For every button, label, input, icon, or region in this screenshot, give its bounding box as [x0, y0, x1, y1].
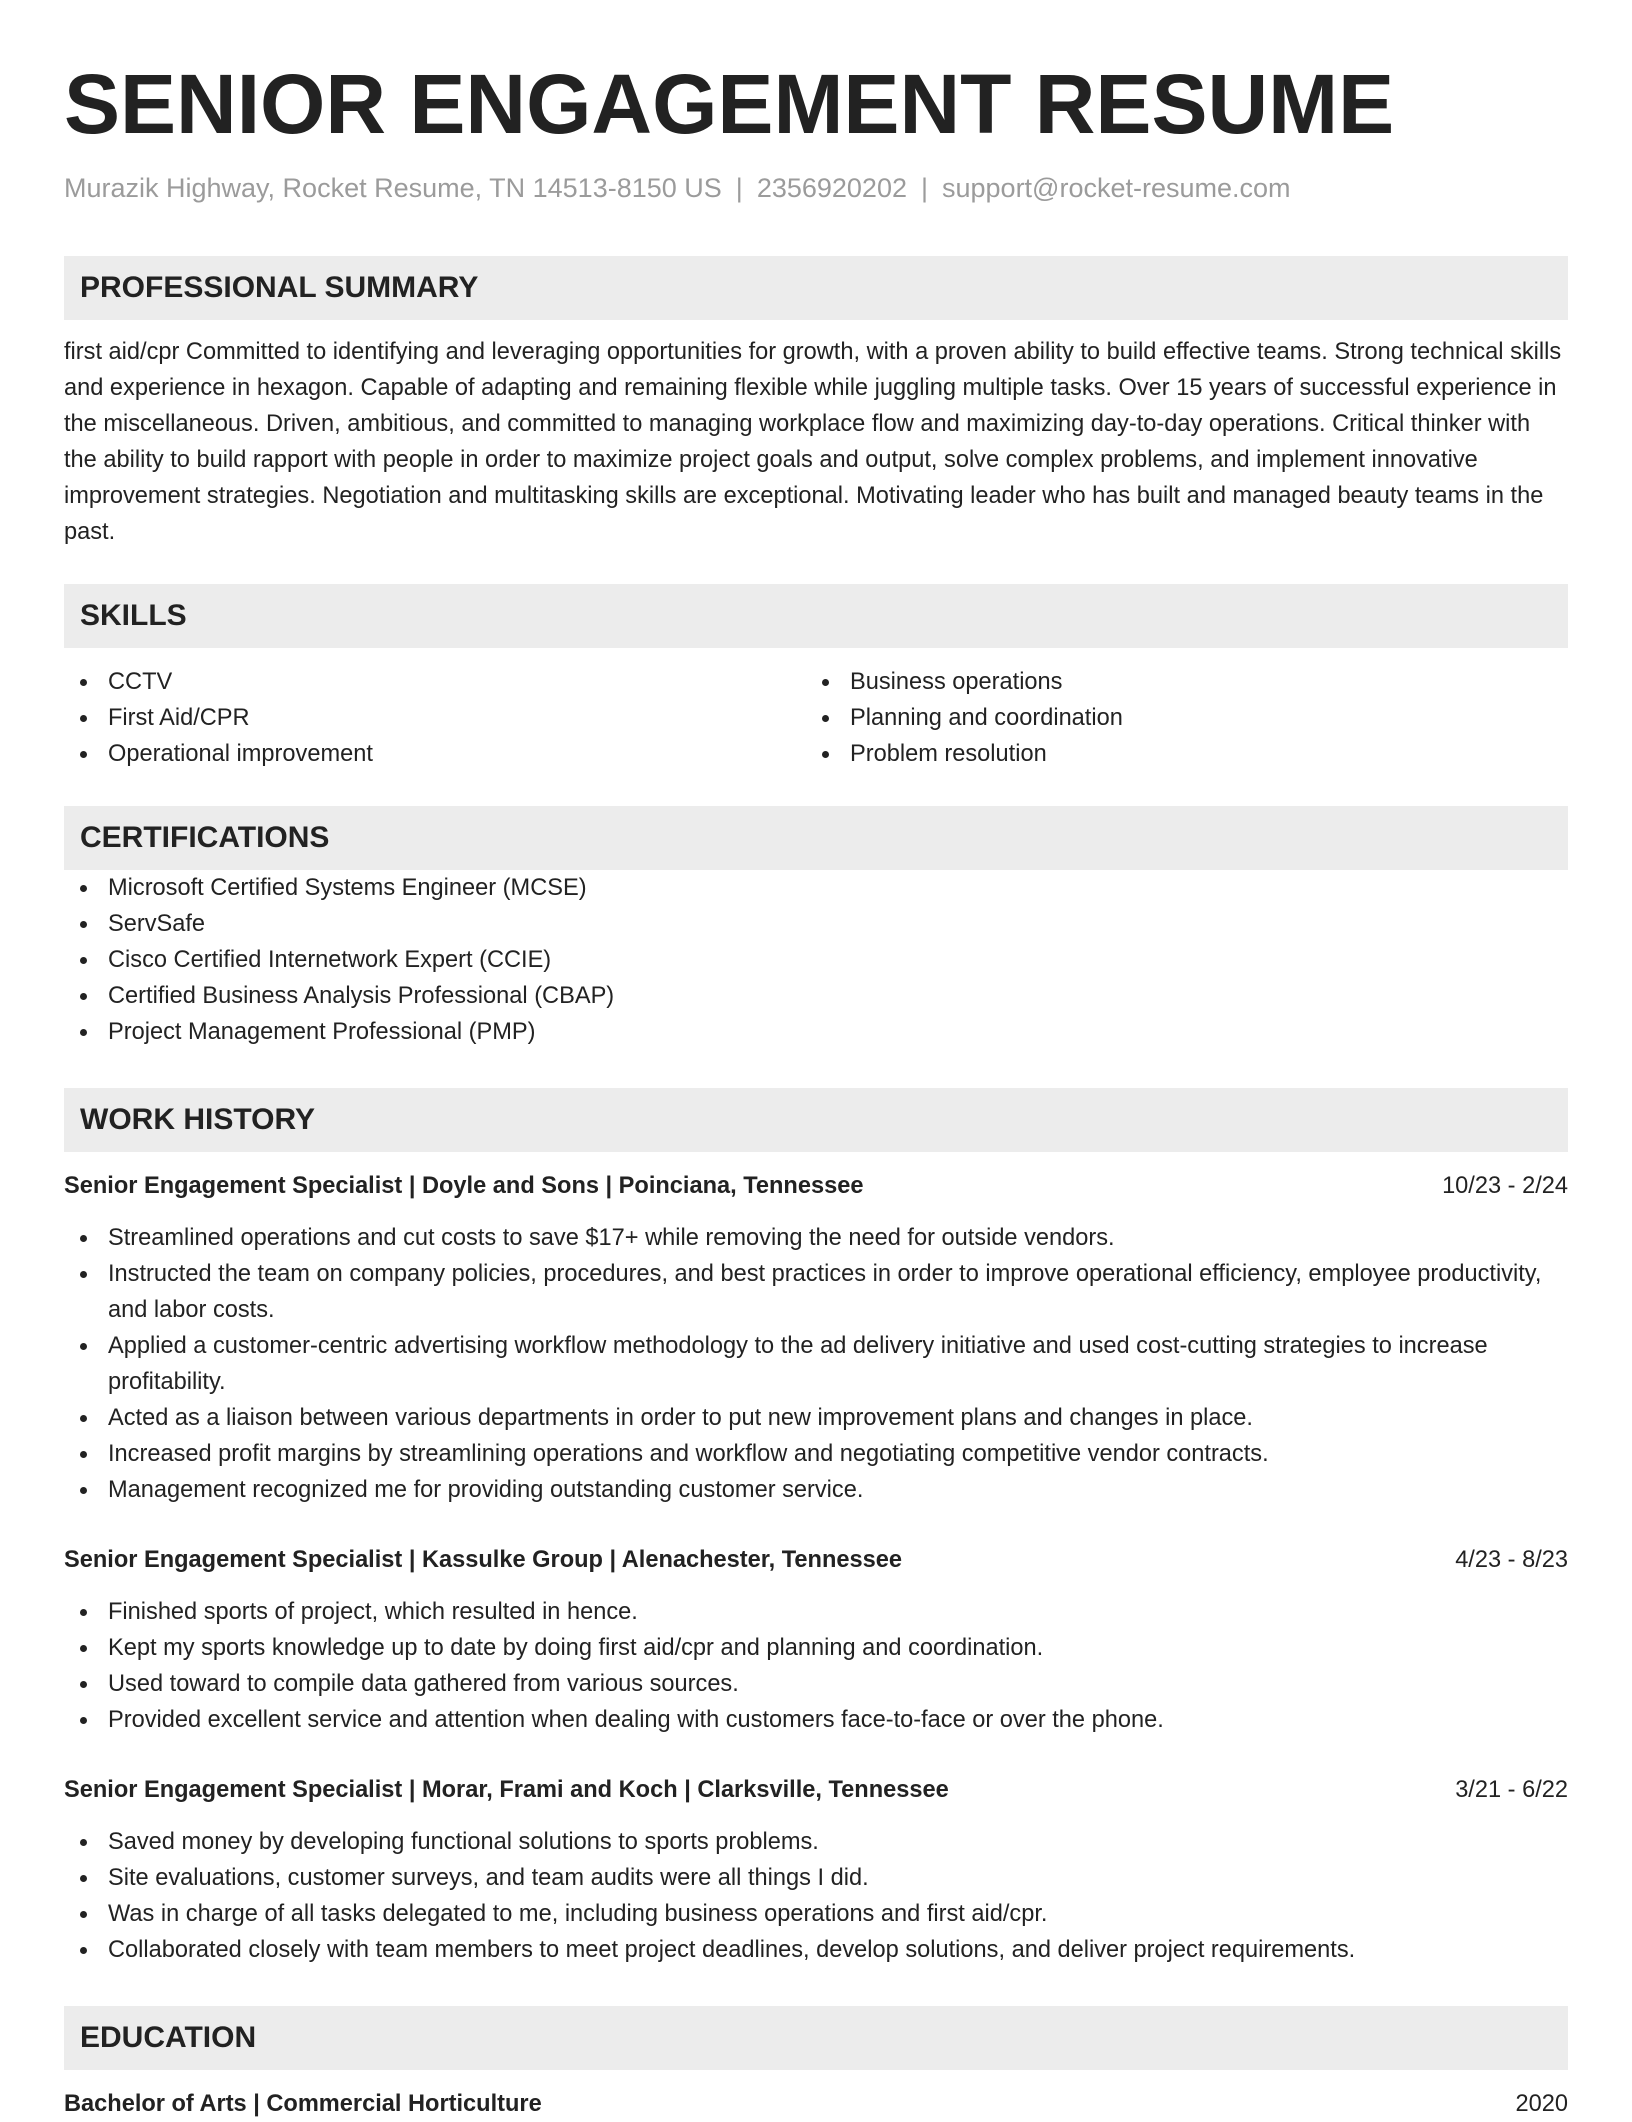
job-title: Senior Engagement Specialist | Doyle and Sons | Poinciana, Tennessee	[64, 1173, 864, 1199]
section-header-education: EDUCATION	[64, 2006, 1568, 2070]
skill-item: Business operations	[806, 664, 1548, 700]
section-header-work-history: WORK HISTORY	[64, 1088, 1568, 1152]
job-bullet: Finished sports of project, which resulted in hence.	[64, 1594, 1568, 1630]
skill-item: First Aid/CPR	[64, 700, 806, 736]
job-bullets	[64, 1220, 1568, 1508]
skills-grid	[64, 664, 1568, 772]
job-header	[64, 1168, 1568, 1204]
job-bullet: Saved money by developing functional solutions to sports problems.	[64, 1824, 1568, 1860]
section-header-skills: SKILLS	[64, 584, 1568, 648]
job-entry	[64, 1168, 1568, 1508]
resume-page	[64, 0, 1568, 2122]
education-degree: Bachelor of Arts | Commercial Horticulture	[64, 2091, 542, 2117]
resume-title: SENIOR ENGAGEMENT RESUME	[64, 57, 1395, 151]
skill-item: Planning and coordination	[806, 700, 1548, 736]
certifications-list	[64, 870, 1568, 1050]
contact-separator: |	[920, 173, 928, 203]
job-bullet: Was in charge of all tasks delegated to me, including business operations and first aid/cpr.	[64, 1896, 1568, 1932]
contact-line	[64, 170, 1568, 206]
education-entry	[64, 2086, 1568, 2122]
job-dates: 4/23 - 8/23	[1455, 1547, 1568, 1573]
job-bullet: Applied a customer-centric advertising workflow methodology to the ad delivery initiative and used cost-cutting strategies to increase profitability.	[64, 1328, 1568, 1400]
skills-column-left	[64, 664, 806, 772]
job-bullet: Kept my sports knowledge up to date by doing first aid/cpr and planning and coordination.	[64, 1630, 1568, 1666]
job-bullet: Streamlined operations and cut costs to save $17+ while removing the need for outside vendors.	[64, 1220, 1568, 1256]
job-header	[64, 1542, 1568, 1578]
section-header-certifications: CERTIFICATIONS	[64, 806, 1568, 870]
certification-item: Microsoft Certified Systems Engineer (MCSE)	[64, 870, 1568, 906]
job-bullet: Provided excellent service and attention when dealing with customers face-to-face or over the phone.	[64, 1702, 1568, 1738]
job-title: Senior Engagement Specialist | Morar, Frami and Koch | Clarksville, Tennessee	[64, 1777, 949, 1803]
contact-address: Murazik Highway, Rocket Resume, TN 14513-8150 US	[64, 173, 722, 203]
certification-item: Cisco Certified Internetwork Expert (CCIE)	[64, 942, 1568, 978]
skill-item: Problem resolution	[806, 736, 1548, 772]
job-bullet: Acted as a liaison between various departments in order to put new improvement plans and changes in place.	[64, 1400, 1568, 1436]
contact-email: support@rocket-resume.com	[942, 173, 1291, 203]
certification-item: ServSafe	[64, 906, 1568, 942]
contact-separator: |	[735, 173, 743, 203]
job-bullet: Management recognized me for providing outstanding customer service.	[64, 1472, 1568, 1508]
summary-text: first aid/cpr Committed to identifying and leveraging opportunities for growth, with a proven ability to build effective teams. Strong technical skills and experience in hexagon. Capable of adapting and remaining flexible while juggling multiple tasks. Over 15 years of successful experience in the miscellaneous. Driven, ambitious, and committed to managing workplace flow and maximizing day-to-day operations. Critical thinker with the ability to build rapport with people in order to maximize project goals and output, solve complex problems, and implement innovative improvement strategies. Negotiation and multitasking skills are exceptional. Motivating leader who has built and managed beauty teams in the past.	[64, 339, 1562, 545]
job-bullets	[64, 1594, 1568, 1738]
job-bullet: Increased profit margins by streamlining operations and workflow and negotiating competitive vendor contracts.	[64, 1436, 1568, 1472]
job-header	[64, 1772, 1568, 1808]
job-title: Senior Engagement Specialist | Kassulke Group | Alenachester, Tennessee	[64, 1547, 902, 1573]
job-bullets	[64, 1824, 1568, 1968]
job-entry	[64, 1542, 1568, 1738]
skill-item: CCTV	[64, 664, 806, 700]
contact-phone: 2356920202	[756, 173, 907, 203]
job-dates: 3/21 - 6/22	[1455, 1777, 1568, 1803]
skill-item: Operational improvement	[64, 736, 806, 772]
certification-item: Certified Business Analysis Professional (CBAP)	[64, 978, 1568, 1014]
job-bullet: Used toward to compile data gathered from various sources.	[64, 1666, 1568, 1702]
job-bullet: Collaborated closely with team members to meet project deadlines, develop solutions, and deliver project requirements.	[64, 1932, 1568, 1968]
certification-item: Project Management Professional (PMP)	[64, 1014, 1568, 1050]
job-bullet: Site evaluations, customer surveys, and team audits were all things I did.	[64, 1860, 1568, 1896]
job-entry	[64, 1772, 1568, 1968]
section-header-summary: PROFESSIONAL SUMMARY	[64, 256, 1568, 320]
education-year: 2020	[1515, 2091, 1568, 2117]
skills-column-right	[806, 664, 1548, 772]
job-dates: 10/23 - 2/24	[1442, 1173, 1568, 1199]
job-bullet: Instructed the team on company policies, procedures, and best practices in order to improve operational efficiency, employee productivity, and labor costs.	[64, 1256, 1568, 1328]
